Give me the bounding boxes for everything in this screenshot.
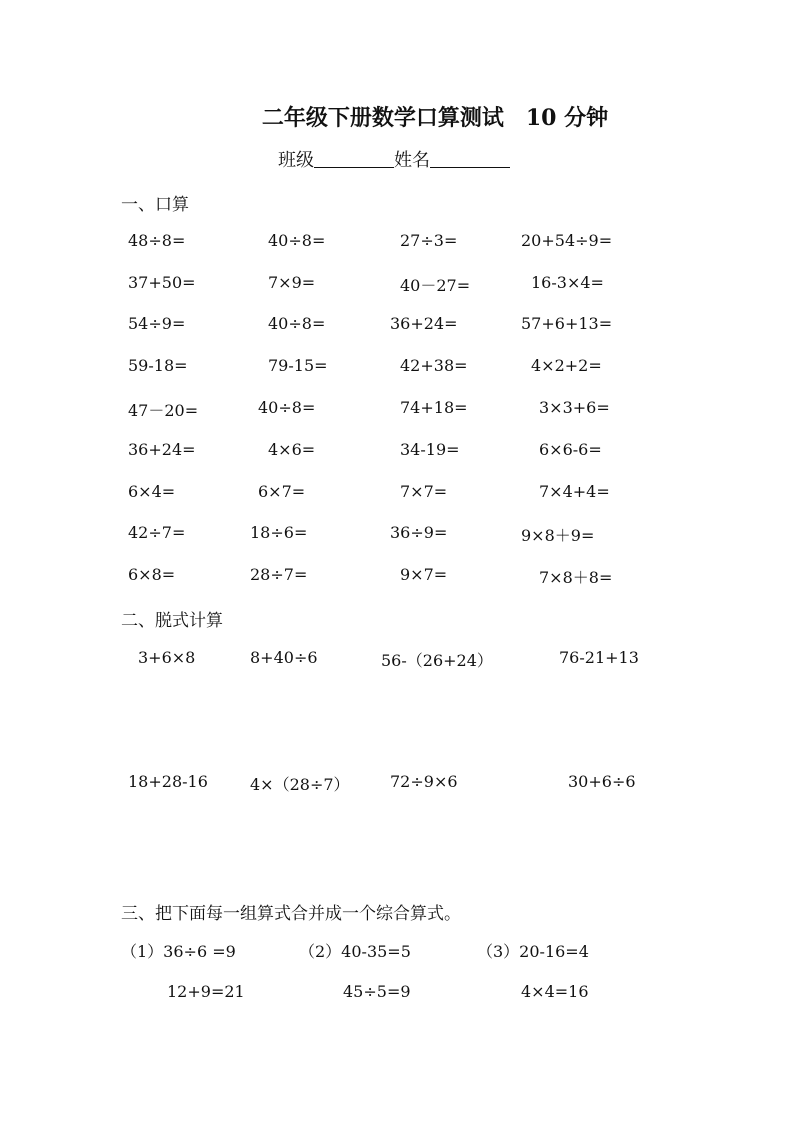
oral-item: 20+54÷9= [521, 231, 613, 250]
oral-item: 47－20= [128, 401, 199, 420]
oral-item: 40÷8= [258, 398, 316, 417]
combine-item: 12+9=21 [167, 982, 245, 1001]
stepwise-item: 3+6×8 [138, 648, 196, 667]
oral-item: 79-15= [268, 356, 328, 375]
oral-item: 42+38= [400, 356, 468, 375]
stepwise-item: 76-21+13 [559, 648, 639, 667]
oral-item: 16-3×4= [531, 273, 604, 292]
oral-item: 4×2+2= [531, 356, 602, 375]
stepwise-item: 72÷9×6 [390, 772, 458, 791]
oral-item: 7×9= [268, 273, 316, 292]
oral-item: 36+24= [390, 314, 458, 333]
stepwise-item: 4×（28÷7） [250, 775, 350, 794]
oral-item: 34-19= [400, 440, 460, 459]
name-label: 姓名 [394, 150, 430, 171]
oral-item: 9×8＋9= [521, 526, 595, 545]
class-label: 班级 [278, 150, 314, 171]
class-name-line [278, 146, 510, 172]
oral-item: 40÷8= [268, 314, 326, 333]
class-blank[interactable] [314, 167, 394, 168]
oral-item: 6×8= [128, 565, 176, 584]
combine-item: （1）36÷6 =9 [121, 942, 236, 961]
oral-item: 36÷9= [390, 523, 448, 542]
oral-item: 37+50= [128, 273, 196, 292]
oral-item: 6×4= [128, 482, 176, 501]
oral-item: 59-18= [128, 356, 188, 375]
oral-item: 28÷7= [250, 565, 308, 584]
oral-item: 57+6+13= [521, 314, 613, 333]
stepwise-item: 8+40÷6 [250, 648, 318, 667]
oral-item: 4×6= [268, 440, 316, 459]
oral-item: 6×7= [258, 482, 306, 501]
stepwise-item: 56-（26+24） [381, 651, 493, 670]
page-title: 二年级下册数学口算测试 10 分钟 [261, 105, 609, 131]
oral-item: 40÷8= [268, 231, 326, 250]
oral-item: 40－27= [400, 276, 471, 295]
combine-item: （2）40-35=5 [299, 942, 411, 961]
oral-item: 9×7= [400, 565, 448, 584]
oral-item: 74+18= [400, 398, 468, 417]
combine-item: （3）20-16=4 [477, 942, 589, 961]
oral-item: 7×4+4= [539, 482, 610, 501]
oral-item: 48÷8= [128, 231, 186, 250]
oral-item: 7×7= [400, 482, 448, 501]
oral-item: 3×3+6= [539, 398, 610, 417]
oral-item: 54÷9= [128, 314, 186, 333]
combine-item: 45÷5=9 [343, 982, 411, 1001]
stepwise-item: 18+28-16 [128, 772, 208, 791]
section-combine-heading: 三、把下面每一组算式合并成一个综合算式。 [121, 904, 461, 924]
section-stepwise-heading: 二、脱式计算 [121, 611, 223, 631]
section-oral-heading: 一、口算 [121, 195, 189, 215]
oral-item: 18÷6= [250, 523, 308, 542]
name-blank[interactable] [430, 167, 510, 168]
oral-item: 42÷7= [128, 523, 186, 542]
combine-item: 4×4=16 [521, 982, 589, 1001]
stepwise-item: 30+6÷6 [568, 772, 636, 791]
oral-item: 27÷3= [400, 231, 458, 250]
oral-item: 36+24= [128, 440, 196, 459]
oral-item: 7×8＋8= [539, 568, 613, 587]
oral-item: 6×6-6= [539, 440, 602, 459]
